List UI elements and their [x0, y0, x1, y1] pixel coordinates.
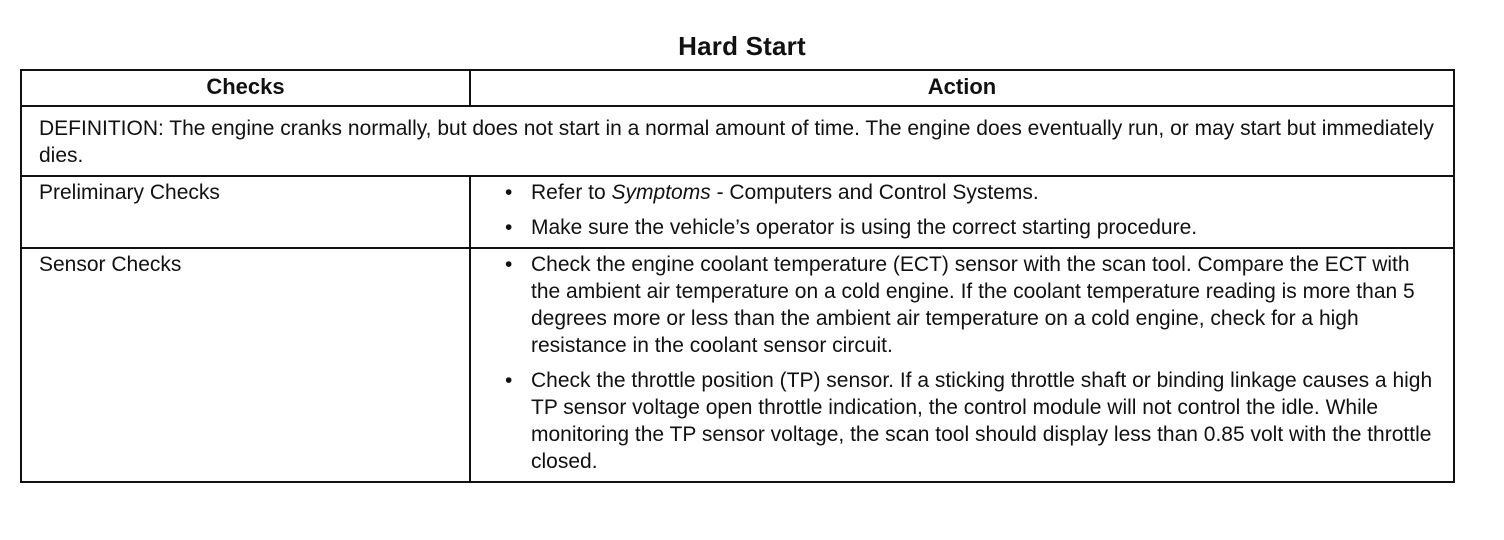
- table-row-preliminary: [21, 176, 1454, 248]
- bullet-icon: •: [505, 216, 513, 239]
- list-item: [505, 367, 1443, 475]
- action-preliminary: [470, 176, 1454, 248]
- table-row-sensor: [21, 248, 1454, 482]
- bullet-icon: •: [505, 253, 513, 276]
- list-item: [505, 214, 1443, 241]
- action-text: Check the throttle position (TP) sensor. If a sticking throttle shaft or binding linkage causes a high TP sensor voltage open throttle indication, the control module will not control the idle. While monitoring the TP sensor voltage, the scan tool should display less than 0.85 volt with the throttle closed.: [531, 369, 1433, 473]
- list-item: [505, 179, 1443, 206]
- action-sensor: [470, 248, 1454, 482]
- bullet-icon: •: [505, 181, 513, 204]
- action-list: [505, 179, 1443, 241]
- hard-start-table: [20, 69, 1455, 483]
- header-row: [21, 70, 1454, 106]
- action-list: [505, 251, 1443, 475]
- definition-cell: DEFINITION: The engine cranks normally, but does not start in a normal amount of time. The engine does eventually run, or may start but immediately dies.: [21, 106, 1454, 176]
- action-header: Action: [470, 70, 1454, 106]
- symptoms-reference: Symptoms: [611, 181, 711, 204]
- checks-header: Checks: [21, 70, 470, 106]
- action-text-post: - Computers and Control Systems.: [710, 181, 1039, 204]
- check-sensor: Sensor Checks: [21, 248, 470, 482]
- list-item: [505, 251, 1443, 359]
- action-text: Make sure the vehicle’s operator is using the correct starting procedure.: [531, 216, 1198, 239]
- bullet-icon: •: [505, 369, 513, 392]
- check-preliminary: Preliminary Checks: [21, 176, 470, 248]
- action-text: Check the engine coolant temperature (ECT) sensor with the scan tool. Compare the ECT with the ambient air temperature on a cold engine. If the coolant temperature reading is more than 5 degrees more or less than the ambient air temperature on a cold engine, check for a high resistance in the coolant sensor circuit.: [531, 253, 1415, 357]
- definition-row: [21, 106, 1454, 176]
- page-title: Hard Start: [678, 31, 806, 61]
- action-text-pre: Refer to: [531, 181, 612, 204]
